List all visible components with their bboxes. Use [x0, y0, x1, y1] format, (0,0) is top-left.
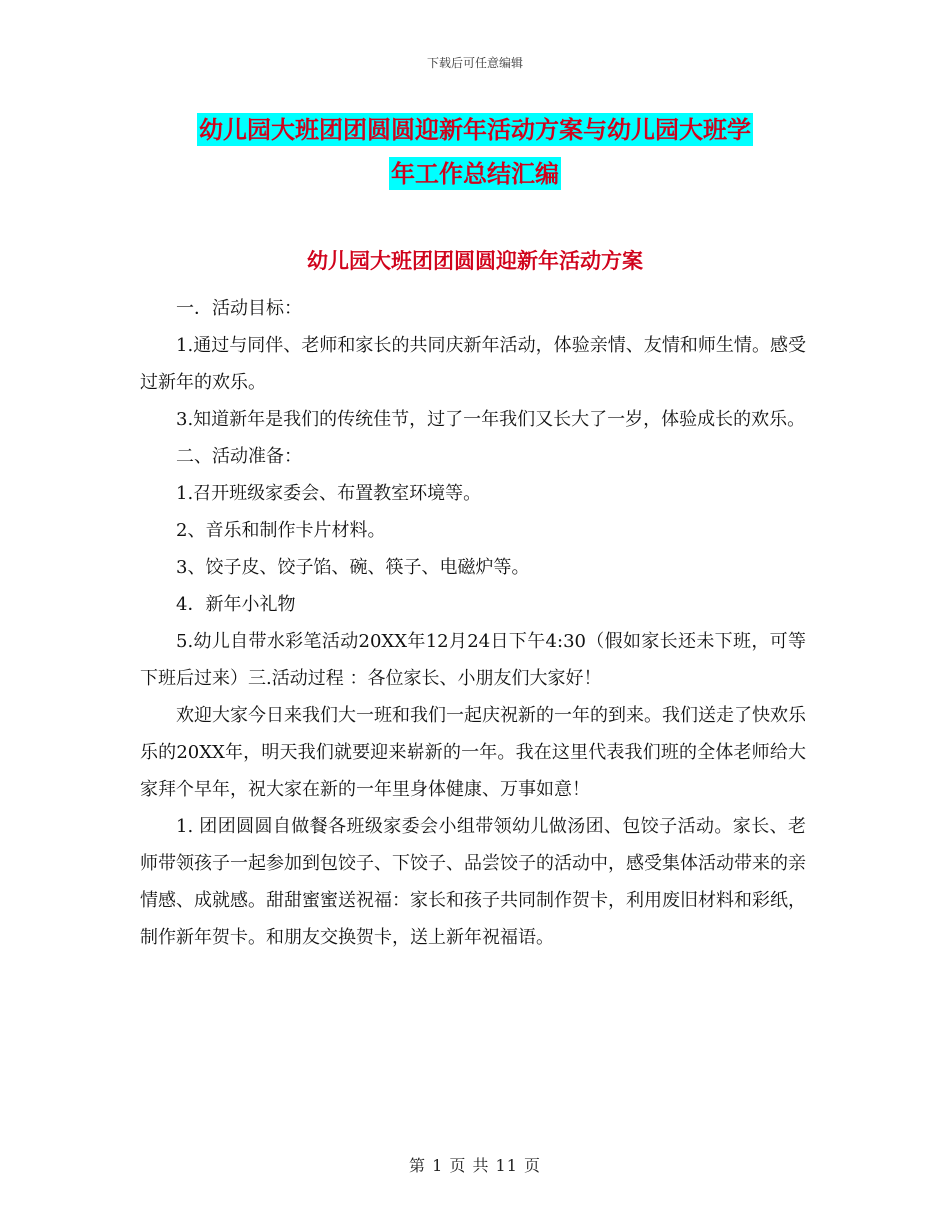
paragraph: 3、饺子皮、饺子馅、碗、筷子、电磁炉等。	[176, 557, 530, 578]
paragraph: 3.知道新年是我们的传统佳节，过了一年我们又长大了一岁，体验成长的欢乐。	[176, 409, 806, 430]
paragraph: 1. 团团圆圆自做餐各班级家委会小组带领幼儿做汤团、包饺子活动。家长、老师带领孩子一起参加到包饺子、下饺子、品尝饺子的活动中，感受集体活动带来的亲情感、成就感。甜甜蜜蜜送祝福：家长和孩子共同制作贺卡，利用废旧材料和彩纸，制作新年贺卡。和朋友交换贺卡，送上新年祝福语。	[140, 816, 806, 948]
document-title	[140, 108, 810, 196]
header-note: 下载后可任意编辑	[426, 56, 523, 70]
paragraph: 一．活动目标：	[176, 298, 302, 319]
paragraph: 4．新年小礼物	[176, 594, 296, 615]
paragraph: 1.通过与同伴、老师和家长的共同庆新年活动，体验亲情、友情和师生情。感受过新年的欢乐。	[140, 335, 806, 393]
page-footer: 第 1 页 共 11 页	[409, 1156, 541, 1175]
paragraph: 5.幼儿自带水彩笔活动20XX年12月24日下午4:30（假如家长还未下班，可等下班后过来）三.活动过程 ：各位家长、小朋友们大家好！	[140, 631, 806, 689]
section-title: 幼儿园大班团团圆圆迎新年活动方案	[307, 248, 643, 273]
document-title-line-1: 幼儿园大班团团圆圆迎新年活动方案与幼儿园大班学	[199, 115, 751, 144]
paragraph: 1.召开班级家委会、布置教室环境等。	[176, 483, 482, 504]
document-body	[140, 290, 806, 956]
document-title-line-2: 年工作总结汇编	[391, 159, 559, 188]
paragraph: 2、音乐和制作卡片材料。	[176, 520, 386, 541]
paragraph: 欢迎大家今日来我们大一班和我们一起庆祝新的一年的到来。我们送走了快欢乐乐的20XX年，明天我们就要迎来崭新的一年。我在这里代表我们班的全体老师给大家拜个早年，祝大家在新的一年里身体健康、万事如意！	[140, 705, 806, 800]
paragraph: 二、活动准备：	[176, 446, 302, 467]
